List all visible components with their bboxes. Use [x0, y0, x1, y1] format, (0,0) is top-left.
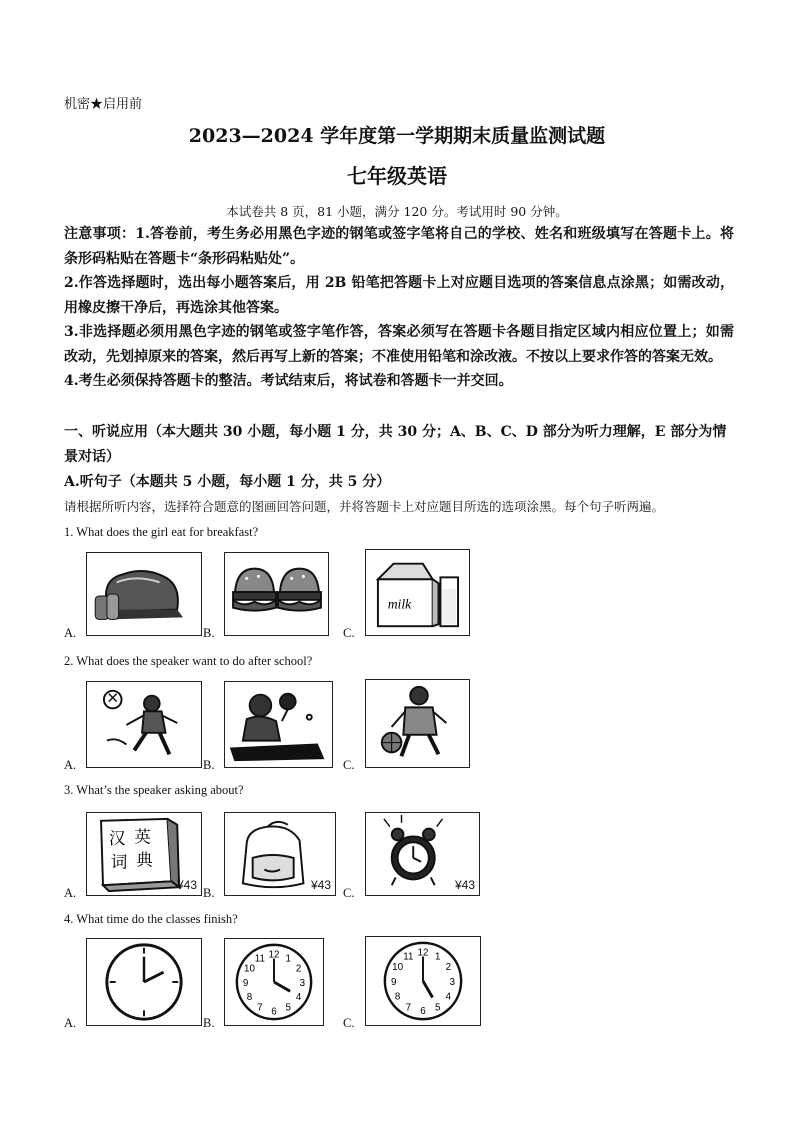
picture-clock-4: [224, 938, 324, 1026]
clock-number: 5: [285, 1002, 291, 1014]
notes-block: [64, 222, 734, 394]
option-c: C.: [343, 758, 355, 772]
note-4: 4.考生必须保持答题卡的整洁。考试结束后，将试卷和答题卡一并交回。: [64, 373, 513, 389]
clock-number: 1: [285, 953, 291, 965]
clock-number: 10: [392, 962, 404, 974]
dict-char-3: 词: [110, 852, 128, 872]
clock-number: 11: [403, 951, 414, 963]
part-a-instruction: 请根据所听内容，选择符合题意的图画回答问题，并将答题卡上对应题目所选的选项涂黑。每个句子听两遍。: [64, 499, 665, 514]
picture-alarm-clock: [365, 812, 480, 896]
clock-number: 8: [394, 991, 401, 1003]
picture-clock-3: [86, 938, 202, 1026]
milk-carton-icon: [366, 550, 469, 635]
clock-number: 11: [254, 953, 265, 965]
picture-basketball: [365, 679, 470, 768]
option-c: C.: [343, 626, 355, 640]
picture-hamburgers: [224, 552, 329, 636]
option-b: B.: [203, 626, 215, 640]
note-3: 3.非选择题必须用黑色字迹的钢笔或签字笔作答，答案必须写在答题卡各题目指定区域内相应位置上；如需改动，先划掉原来的答案，然后再写上新的答案；不准使用铅笔和涂改液。不按以上要求作答的答案无效。: [64, 324, 734, 365]
note-1: 注意事项：1.答卷前，考生务必用黑色字迹的钢笔或签字笔将自己的学校、姓名和班级填写在答题卡上。将条形码粘贴在答题卡“条形码粘贴处”。: [64, 226, 734, 267]
option-a: A.: [64, 1016, 77, 1030]
question-1: 1. What does the girl eat for breakfast?: [64, 525, 259, 539]
hamburger-icon: [225, 553, 328, 635]
bread-icon: [87, 553, 201, 635]
clock-number: 6: [271, 1006, 277, 1018]
option-a: A.: [64, 886, 77, 900]
clock-number: 8: [246, 992, 253, 1004]
picture-milk: [365, 549, 470, 636]
dict-char-4: 典: [136, 850, 153, 870]
part-a-title: A.听句子（本题共 5 小题，每小题 1 分，共 5 分）: [64, 474, 391, 490]
picture-schoolbag: [224, 812, 336, 896]
clock-number: 2: [295, 963, 302, 975]
clock-icon: [87, 939, 201, 1025]
option-a: A.: [64, 758, 77, 772]
option-b: B.: [203, 1016, 215, 1030]
clock-number: 4: [295, 992, 302, 1004]
dict-char-1: 汉: [108, 829, 126, 849]
picture-soccer: [86, 681, 202, 768]
clock-number: 10: [244, 963, 255, 975]
exam-title: 2023—2024 学年度第一学期期末质量监测试题: [188, 125, 606, 147]
clock-number: 4: [445, 991, 452, 1003]
clock-number: 9: [390, 976, 397, 988]
clock-number: 3: [299, 977, 306, 989]
price-label: ¥43: [176, 878, 197, 892]
dict-char-2: 英: [134, 827, 151, 847]
clock-icon: [225, 939, 323, 1025]
clock-number: 1: [434, 951, 441, 963]
clock-number: 7: [405, 1002, 412, 1014]
basketball-player-icon: [366, 680, 469, 767]
option-b: B.: [203, 758, 215, 772]
clock-icon: [366, 937, 480, 1025]
clock-number: 7: [257, 1002, 263, 1014]
option-c: C.: [343, 1016, 355, 1030]
note-2: 2.作答选择题时，选出每小题答案后，用 2B 铅笔把答题卡上对应题目选项的答案信息点涂黑；如需改动，用橡皮擦干净后，再选涂其他答案。: [64, 275, 734, 316]
exam-subtitle: 七年级英语: [347, 164, 447, 188]
clock-number: 3: [449, 976, 456, 988]
section-title: 一、听说应用（本大题共 30 小题，每小题 1 分，共 30 分；A、B、C、D 部分为听力理解，E 部分为情景对话）: [64, 424, 727, 465]
exam-info: 本试卷共 8 页，81 小题，满分 120 分。考试用时 90 分钟。: [226, 204, 568, 219]
option-c: C.: [343, 886, 355, 900]
clock-number: 6: [420, 1006, 426, 1018]
clock-number: 12: [417, 947, 429, 959]
price-label: ¥43: [454, 878, 475, 892]
clock-number: 9: [242, 977, 249, 989]
price-label: ¥43: [310, 878, 331, 892]
clock-number: 12: [268, 949, 280, 961]
question-2: 2. What does the speaker want to do after school?: [64, 654, 313, 668]
confidential-label: 机密★启用前: [64, 97, 143, 112]
option-b: B.: [203, 886, 215, 900]
picture-dictionary: [86, 812, 202, 896]
picture-bread: [86, 552, 202, 636]
clock-number: 5: [434, 1002, 441, 1014]
option-a: A.: [64, 626, 77, 640]
picture-table-tennis: [224, 681, 333, 768]
milk-label: milk: [387, 596, 412, 612]
clock-number: 2: [445, 962, 452, 974]
question-4: 4. What time do the classes finish?: [64, 912, 238, 926]
picture-clock-5: [365, 936, 481, 1026]
question-3: 3. What’s the speaker asking about?: [64, 783, 244, 797]
table-tennis-icon: [225, 682, 332, 767]
soccer-player-icon: [87, 682, 201, 767]
